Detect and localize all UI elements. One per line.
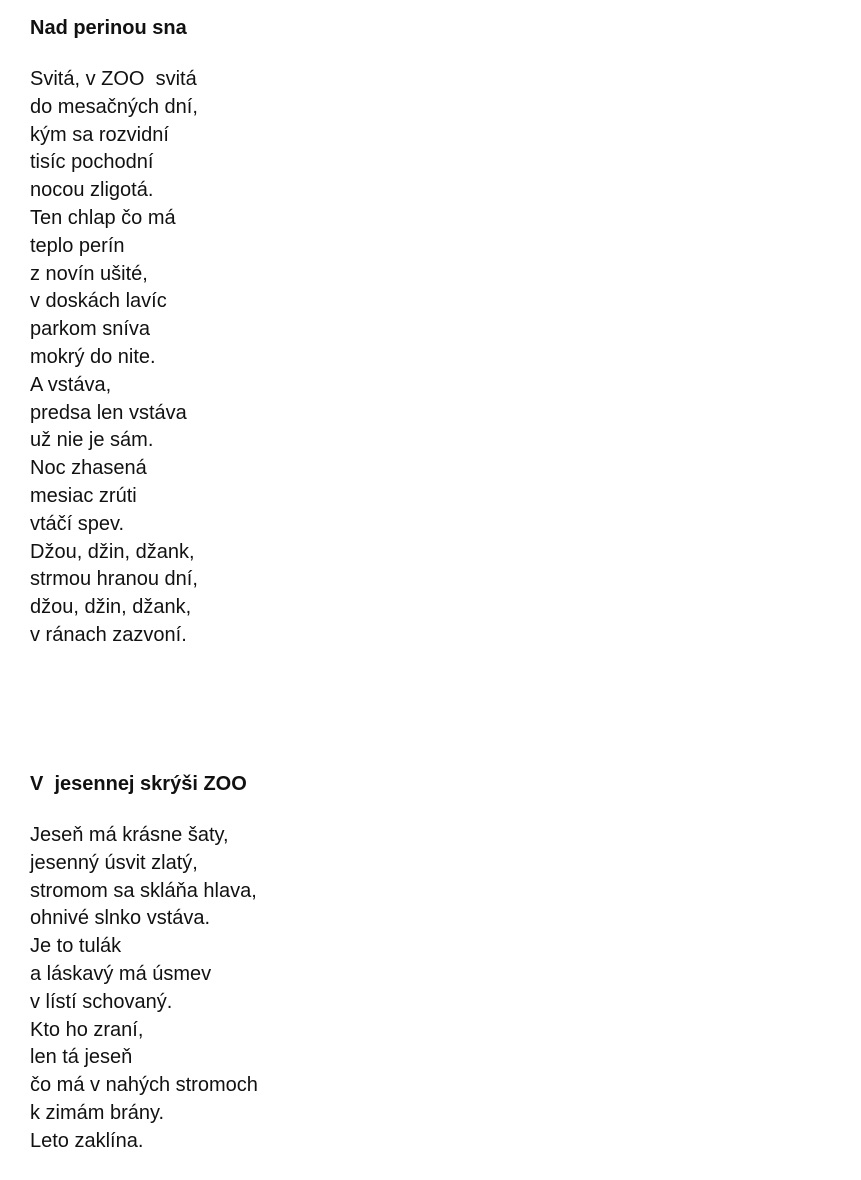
poem-line: Jeseň má krásne šaty, bbox=[30, 824, 229, 846]
poem-line: mesiac zrúti bbox=[30, 484, 137, 507]
poem-line: strmou hranou dní, bbox=[30, 568, 198, 591]
poem-line: k zimám brány. bbox=[30, 1101, 165, 1124]
poem-line: z novín ušité, bbox=[30, 262, 148, 285]
poem-title: Nad perinou sna bbox=[30, 17, 187, 39]
poem-body bbox=[30, 66, 198, 650]
poem-body bbox=[30, 822, 258, 1156]
poem-line: už nie je sám. bbox=[30, 429, 154, 452]
poem-line: Svitá, v ZOO svitá bbox=[30, 68, 197, 90]
poem-line: Džou, džin, džank, bbox=[30, 540, 195, 563]
poem-nad-perinou-sna bbox=[30, 14, 198, 650]
poem-line: džou, džin, džank, bbox=[30, 596, 192, 619]
poem-line: do mesačných dní, bbox=[30, 95, 198, 118]
poem-v-jesennej-skrysi-zoo bbox=[30, 770, 258, 1156]
poem-line: v doskách lavíc bbox=[30, 290, 167, 313]
poem-line: jesenný úsvit zlatý, bbox=[30, 851, 198, 874]
poem-line: ohnivé slnko vstáva. bbox=[30, 907, 211, 930]
poem-line: stromom sa skláňa hlava, bbox=[30, 879, 257, 902]
poem-line: teplo perín bbox=[30, 234, 125, 257]
poem-line: Kto ho zraní, bbox=[30, 1018, 144, 1041]
poem-line: Je to tulák bbox=[30, 935, 122, 958]
poem-line: mokrý do nite. bbox=[30, 345, 156, 368]
poem-line: v lístí schovaný. bbox=[30, 990, 173, 1013]
poem-line: len tá jeseň bbox=[30, 1046, 133, 1069]
poem-line: kým sa rozvidní bbox=[30, 123, 169, 146]
poem-line: v ránach zazvoní. bbox=[30, 623, 187, 646]
poem-line: A vstáva, bbox=[30, 373, 112, 396]
poem-line: Leto zaklína. bbox=[30, 1129, 144, 1152]
poem-line: a láskavý má úsmev bbox=[30, 962, 212, 985]
poem-line: čo má v nahých stromoch bbox=[30, 1074, 258, 1097]
poem-line: nocou zligotá. bbox=[30, 179, 154, 202]
poem-line: parkom sníva bbox=[30, 318, 151, 341]
poem-line: Ten chlap čo má bbox=[30, 206, 176, 229]
poem-line: Noc zhasená bbox=[30, 457, 147, 480]
poem-line: predsa len vstáva bbox=[30, 401, 187, 424]
poem-line: tisíc pochodní bbox=[30, 151, 154, 174]
poem-line: vtáčí spev. bbox=[30, 512, 125, 535]
poem-title: V jesennej skrýši ZOO bbox=[30, 773, 247, 795]
